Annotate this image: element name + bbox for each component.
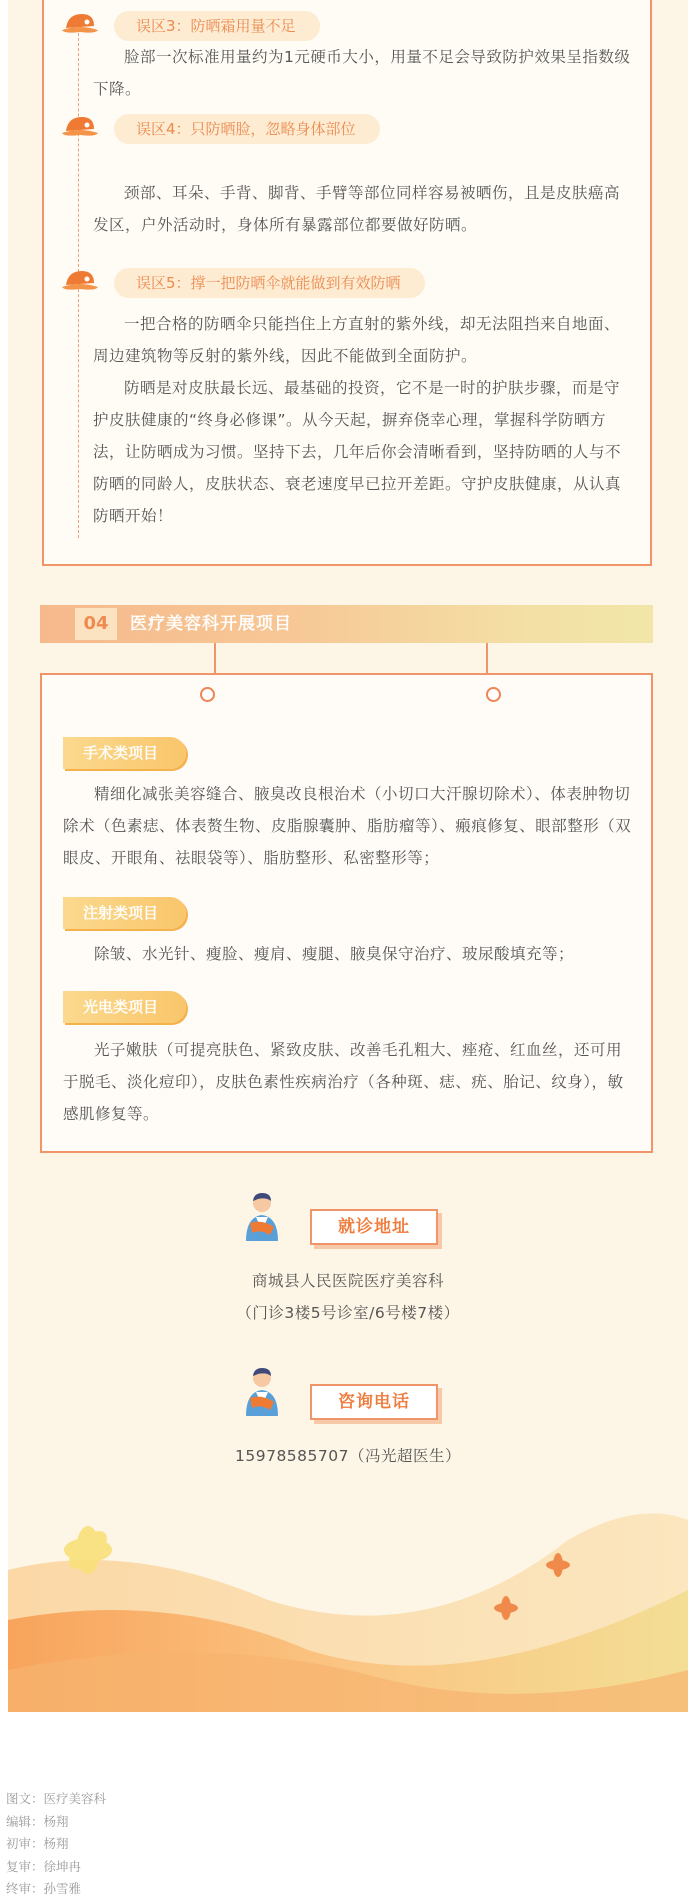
myth-3-text: 脸部一次标准用量约为1元硬币大小，用量不足会导致防护效果呈指数级下降。 [93, 48, 631, 98]
category-text-surgery: 精细化减张美容缝合、腋臭改良根治术（小切口大汗腺切除术）、体表肿物切除术（色素痣、体表赘生物、皮脂腺囊肿、脂肪瘤等）、瘢痕修复、眼部整形（双眼皮、开眼角、祛眼袋等）、脂肪整形、私密整形等； [63, 785, 632, 867]
phone-label: 咨询电话 [310, 1384, 438, 1420]
credit-line: 初审：杨翔 [6, 1836, 69, 1851]
sun-hat-icon [60, 113, 100, 141]
ring-marker [486, 687, 501, 702]
category-text-photoelectric: 光子嫩肤（可提亮肤色、紧致皮肤、改善毛孔粗大、痤疮、红血丝，还可用于脱毛、淡化痘印），皮肤色素性疾病治疗（各种斑、痣、疣、胎记、纹身），敏感肌修复等。 [63, 1041, 624, 1123]
category-tag-injection: 注射类项目 [63, 897, 186, 929]
credit-line: 编辑：杨翔 [6, 1813, 69, 1829]
myth-4-text: 颈部、耳朵、手背、脚背、手臂等部位同样容易被晒伤，且是皮肤癌高发区，户外活动时，身体所有暴露部位都要做好防晒。 [93, 184, 621, 234]
myth-5-text: 一把合格的防晒伞只能挡住上方直射的紫外线，却无法阻挡来自地面、周边建筑物等反射的紫外线，因此不能做到全面防护。 [93, 315, 621, 365]
connector-line [486, 643, 488, 673]
sun-hat-icon [60, 267, 100, 295]
section-number: 04 [75, 608, 117, 640]
credit-line: 图文：医疗美容科 [6, 1791, 107, 1806]
address-label: 就诊地址 [310, 1209, 438, 1245]
ring-marker [200, 687, 215, 702]
category-tag-surgery: 手术类项目 [63, 737, 186, 769]
decorative-landscape [8, 1480, 688, 1712]
connector-line [214, 643, 216, 673]
myth-3-label: 误区3：防晒霜用量不足 [114, 11, 320, 41]
myth-4-label: 误区4：只防晒脸，忽略身体部位 [114, 114, 380, 144]
credit-line: 复审：徐坤冉 [6, 1858, 82, 1874]
myth-5-label: 误区5：撑一把防晒伞就能做到有效防晒 [114, 268, 425, 298]
conclusion-text: 防晒是对皮肤最长远、最基础的投资，它不是一时的护肤步骤，而是守护皮肤健康的“终身必修课”。从今天起，摒弃侥幸心理，掌握科学防晒方法，让防晒成为习惯。坚持下去，几年后你会清晰看到，坚持防晒的人与不防晒的同龄人，皮肤状态、衰老速度早已拉开差距。守护皮肤健康，从认真防晒开始！ [93, 379, 622, 525]
doctor-icon [240, 1366, 284, 1420]
address-line-2: （门诊3楼5号诊室/6号楼7楼） [236, 1304, 460, 1322]
doctor-icon [240, 1191, 284, 1245]
credit-line: 终审：孙雪雅 [6, 1881, 82, 1896]
category-tag-photoelectric: 光电类项目 [63, 991, 186, 1023]
category-text-injection: 除皱、水光针、瘦脸、瘦肩、瘦腿、腋臭保守治疗、玻尿酸填充等； [94, 945, 575, 963]
address-line-1: 商城县人民医院医疗美容科 [251, 1272, 444, 1290]
credits-block [6, 1788, 106, 1901]
phone-number: 15978585707（冯光超医生） [235, 1447, 461, 1465]
section-title: 医疗美容科开展项目 [130, 614, 292, 634]
sun-hat-icon [60, 10, 100, 38]
section-header [40, 605, 653, 643]
